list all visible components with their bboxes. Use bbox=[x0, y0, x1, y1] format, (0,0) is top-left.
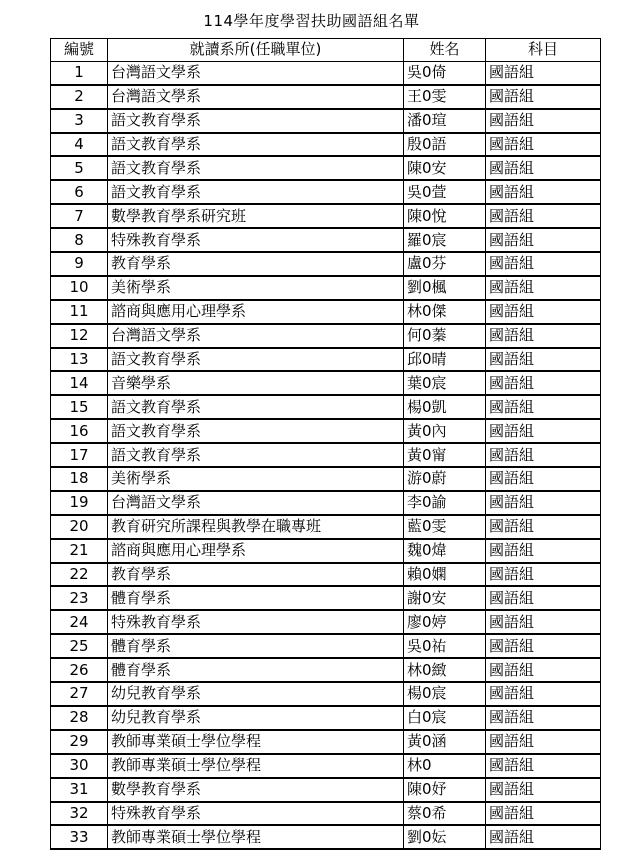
table-row bbox=[51, 180, 601, 204]
cell-name: 黃0甯 bbox=[404, 443, 486, 467]
table-row bbox=[51, 467, 601, 491]
table-row bbox=[51, 324, 601, 348]
table-row bbox=[51, 706, 601, 730]
cell-subject: 國語組 bbox=[486, 658, 601, 682]
cell-department: 語文教育學系 bbox=[108, 133, 404, 157]
cell-name: 盧0芬 bbox=[404, 252, 486, 276]
cell-number: 18 bbox=[51, 467, 108, 491]
cell-name: 賴0嫻 bbox=[404, 563, 486, 587]
cell-subject: 國語組 bbox=[486, 443, 601, 467]
cell-name: 劉0楓 bbox=[404, 276, 486, 300]
cell-number: 4 bbox=[51, 133, 108, 157]
cell-department: 台灣語文學系 bbox=[108, 85, 404, 109]
cell-department: 教師專業碩士學位學程 bbox=[108, 730, 404, 754]
cell-number: 10 bbox=[51, 276, 108, 300]
cell-name: 游0蔚 bbox=[404, 467, 486, 491]
cell-name: 黃0內 bbox=[404, 419, 486, 443]
column-header-department: 就讀系所(任職單位) bbox=[108, 39, 404, 62]
cell-number: 6 bbox=[51, 180, 108, 204]
cell-number: 31 bbox=[51, 778, 108, 802]
cell-department: 諮商與應用心理學系 bbox=[108, 300, 404, 324]
cell-name: 葉0宸 bbox=[404, 371, 486, 395]
table-row bbox=[51, 61, 601, 84]
table-row bbox=[51, 825, 601, 849]
cell-subject: 國語組 bbox=[486, 371, 601, 395]
cell-subject: 國語組 bbox=[486, 228, 601, 252]
cell-number: 32 bbox=[51, 802, 108, 826]
table-row bbox=[51, 419, 601, 443]
header-row bbox=[51, 39, 601, 62]
table-row bbox=[51, 204, 601, 228]
cell-name: 吳0萱 bbox=[404, 180, 486, 204]
cell-number: 22 bbox=[51, 563, 108, 587]
cell-subject: 國語組 bbox=[486, 515, 601, 539]
cell-number: 27 bbox=[51, 682, 108, 706]
cell-number: 25 bbox=[51, 634, 108, 658]
document-title: 114學年度學習扶助國語組名單 bbox=[203, 12, 420, 30]
cell-number: 16 bbox=[51, 419, 108, 443]
cell-name: 藍0雯 bbox=[404, 515, 486, 539]
cell-name: 殷0語 bbox=[404, 133, 486, 157]
cell-number: 3 bbox=[51, 109, 108, 133]
cell-subject: 國語組 bbox=[486, 491, 601, 515]
cell-name: 林0 bbox=[404, 754, 486, 778]
table-row bbox=[51, 682, 601, 706]
cell-subject: 國語組 bbox=[486, 682, 601, 706]
cell-department: 諮商與應用心理學系 bbox=[108, 539, 404, 563]
table-row bbox=[51, 156, 601, 180]
cell-subject: 國語組 bbox=[486, 133, 601, 157]
cell-department: 教育學系 bbox=[108, 563, 404, 587]
cell-department: 教育學系 bbox=[108, 252, 404, 276]
cell-number: 2 bbox=[51, 85, 108, 109]
cell-subject: 國語組 bbox=[486, 802, 601, 826]
cell-name: 王0雯 bbox=[404, 85, 486, 109]
cell-subject: 國語組 bbox=[486, 204, 601, 228]
cell-subject: 國語組 bbox=[486, 754, 601, 778]
cell-department: 體育學系 bbox=[108, 634, 404, 658]
cell-number: 33 bbox=[51, 825, 108, 849]
cell-number: 17 bbox=[51, 443, 108, 467]
cell-department: 美術學系 bbox=[108, 276, 404, 300]
cell-department: 台灣語文學系 bbox=[108, 324, 404, 348]
cell-subject: 國語組 bbox=[486, 324, 601, 348]
cell-subject: 國語組 bbox=[486, 156, 601, 180]
cell-name: 林0緻 bbox=[404, 658, 486, 682]
table-row bbox=[51, 85, 601, 109]
table-row bbox=[51, 778, 601, 802]
cell-subject: 國語組 bbox=[486, 539, 601, 563]
cell-name: 陳0悅 bbox=[404, 204, 486, 228]
table-body bbox=[51, 61, 601, 849]
cell-department: 數學教育學系研究班 bbox=[108, 204, 404, 228]
cell-number: 5 bbox=[51, 156, 108, 180]
cell-subject: 國語組 bbox=[486, 825, 601, 849]
cell-department: 教育研究所課程與教學在職專班 bbox=[108, 515, 404, 539]
table-row bbox=[51, 443, 601, 467]
cell-department: 特殊教育學系 bbox=[108, 228, 404, 252]
roster-table bbox=[50, 38, 601, 850]
cell-department: 體育學系 bbox=[108, 658, 404, 682]
table-row bbox=[51, 252, 601, 276]
cell-number: 30 bbox=[51, 754, 108, 778]
cell-subject: 國語組 bbox=[486, 586, 601, 610]
table-row bbox=[51, 109, 601, 133]
cell-name: 白0宸 bbox=[404, 706, 486, 730]
cell-subject: 國語組 bbox=[486, 109, 601, 133]
cell-number: 24 bbox=[51, 610, 108, 634]
cell-subject: 國語組 bbox=[486, 467, 601, 491]
cell-number: 13 bbox=[51, 348, 108, 372]
cell-name: 何0蓁 bbox=[404, 324, 486, 348]
cell-name: 楊0凱 bbox=[404, 395, 486, 419]
cell-number: 1 bbox=[51, 61, 108, 84]
cell-subject: 國語組 bbox=[486, 610, 601, 634]
cell-department: 語文教育學系 bbox=[108, 348, 404, 372]
cell-department: 數學教育學系 bbox=[108, 778, 404, 802]
cell-subject: 國語組 bbox=[486, 85, 601, 109]
cell-subject: 國語組 bbox=[486, 300, 601, 324]
cell-subject: 國語組 bbox=[486, 730, 601, 754]
table-row bbox=[51, 133, 601, 157]
cell-department: 語文教育學系 bbox=[108, 156, 404, 180]
table-row bbox=[51, 658, 601, 682]
table-row bbox=[51, 754, 601, 778]
cell-number: 28 bbox=[51, 706, 108, 730]
table-row bbox=[51, 300, 601, 324]
cell-department: 語文教育學系 bbox=[108, 109, 404, 133]
cell-name: 魏0煒 bbox=[404, 539, 486, 563]
cell-department: 幼兒教育學系 bbox=[108, 682, 404, 706]
cell-subject: 國語組 bbox=[486, 61, 601, 84]
table-row bbox=[51, 371, 601, 395]
cell-department: 語文教育學系 bbox=[108, 180, 404, 204]
cell-name: 陳0妤 bbox=[404, 778, 486, 802]
cell-number: 26 bbox=[51, 658, 108, 682]
cell-department: 台灣語文學系 bbox=[108, 491, 404, 515]
cell-number: 19 bbox=[51, 491, 108, 515]
cell-subject: 國語組 bbox=[486, 395, 601, 419]
table-row bbox=[51, 610, 601, 634]
cell-subject: 國語組 bbox=[486, 634, 601, 658]
column-header-name: 姓名 bbox=[404, 39, 486, 62]
cell-department: 語文教育學系 bbox=[108, 419, 404, 443]
cell-number: 12 bbox=[51, 324, 108, 348]
cell-subject: 國語組 bbox=[486, 419, 601, 443]
cell-department: 語文教育學系 bbox=[108, 443, 404, 467]
cell-department: 體育學系 bbox=[108, 586, 404, 610]
cell-number: 9 bbox=[51, 252, 108, 276]
cell-name: 劉0妘 bbox=[404, 825, 486, 849]
table-row bbox=[51, 634, 601, 658]
cell-subject: 國語組 bbox=[486, 252, 601, 276]
cell-subject: 國語組 bbox=[486, 778, 601, 802]
cell-department: 特殊教育學系 bbox=[108, 802, 404, 826]
table-row bbox=[51, 563, 601, 587]
cell-name: 蔡0希 bbox=[404, 802, 486, 826]
table-row bbox=[51, 802, 601, 826]
cell-number: 23 bbox=[51, 586, 108, 610]
table-row bbox=[51, 228, 601, 252]
cell-number: 21 bbox=[51, 539, 108, 563]
cell-subject: 國語組 bbox=[486, 348, 601, 372]
cell-number: 8 bbox=[51, 228, 108, 252]
cell-name: 李0諭 bbox=[404, 491, 486, 515]
cell-name: 羅0宸 bbox=[404, 228, 486, 252]
cell-number: 20 bbox=[51, 515, 108, 539]
cell-subject: 國語組 bbox=[486, 563, 601, 587]
table-row bbox=[51, 515, 601, 539]
column-header-number: 編號 bbox=[51, 39, 108, 62]
column-header-subject: 科目 bbox=[486, 39, 601, 62]
cell-name: 潘0瑄 bbox=[404, 109, 486, 133]
cell-name: 黃0涵 bbox=[404, 730, 486, 754]
cell-name: 邱0晴 bbox=[404, 348, 486, 372]
cell-number: 29 bbox=[51, 730, 108, 754]
cell-name: 楊0宸 bbox=[404, 682, 486, 706]
table-row bbox=[51, 491, 601, 515]
cell-name: 林0傑 bbox=[404, 300, 486, 324]
cell-number: 14 bbox=[51, 371, 108, 395]
cell-name: 吳0倚 bbox=[404, 61, 486, 84]
cell-subject: 國語組 bbox=[486, 180, 601, 204]
cell-subject: 國語組 bbox=[486, 706, 601, 730]
table-row bbox=[51, 539, 601, 563]
cell-department: 教師專業碩士學位學程 bbox=[108, 825, 404, 849]
table-row bbox=[51, 730, 601, 754]
cell-subject: 國語組 bbox=[486, 276, 601, 300]
cell-department: 美術學系 bbox=[108, 467, 404, 491]
cell-department: 音樂學系 bbox=[108, 371, 404, 395]
cell-number: 7 bbox=[51, 204, 108, 228]
table-row bbox=[51, 276, 601, 300]
cell-number: 15 bbox=[51, 395, 108, 419]
cell-department: 台灣語文學系 bbox=[108, 61, 404, 84]
cell-name: 陳0安 bbox=[404, 156, 486, 180]
cell-department: 幼兒教育學系 bbox=[108, 706, 404, 730]
table-row bbox=[51, 348, 601, 372]
cell-name: 謝0安 bbox=[404, 586, 486, 610]
cell-department: 教師專業碩士學位學程 bbox=[108, 754, 404, 778]
cell-number: 11 bbox=[51, 300, 108, 324]
cell-name: 廖0婷 bbox=[404, 610, 486, 634]
cell-department: 特殊教育學系 bbox=[108, 610, 404, 634]
cell-name: 吳0祐 bbox=[404, 634, 486, 658]
cell-department: 語文教育學系 bbox=[108, 395, 404, 419]
table-row bbox=[51, 586, 601, 610]
table-row bbox=[51, 395, 601, 419]
